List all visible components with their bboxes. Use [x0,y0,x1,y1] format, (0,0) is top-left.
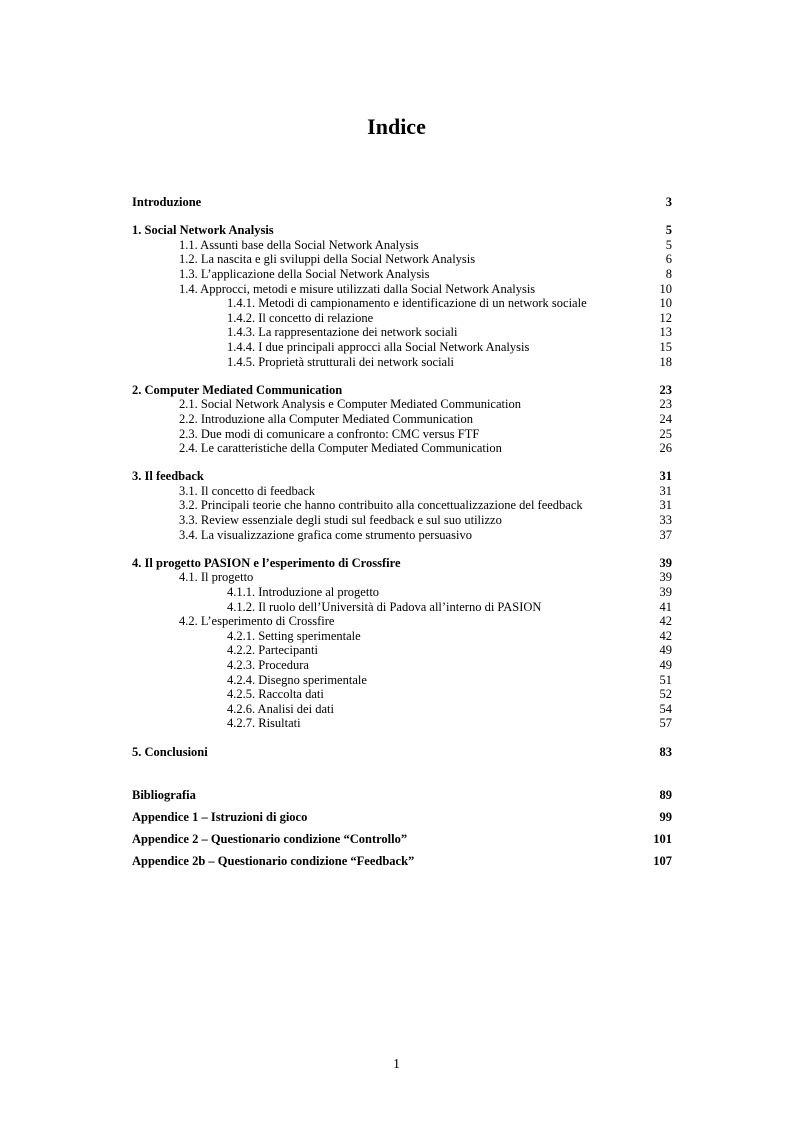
toc-entry-text: 1.4.5. Proprietà strutturali dei network sociali [227,354,455,369]
toc-entry-page: 6 [665,252,672,267]
toc-entry-text: 3. Il feedback [132,469,204,484]
page-title: Indice [367,114,426,139]
toc-entry-page: 33 [659,513,672,528]
toc-entry-page: 107 [653,854,672,869]
toc-entry-text: 4.2. L’esperimento di Crossfire [179,614,335,629]
toc-entry [132,412,672,427]
toc-entry [132,311,672,326]
toc-entry-page: 42 [659,628,672,643]
toc-entry [132,282,672,297]
toc-entry-page: 10 [659,281,672,296]
toc-entry [132,528,672,543]
toc-entry-text: 4.2.1. Setting sperimentale [227,628,361,643]
toc-entry-text: 4. Il progetto PASION e l’esperimento di Crossfire [132,555,401,570]
toc-entry-text: 1. Social Network Analysis [132,223,274,238]
toc-entry [132,702,672,717]
toc-entry [132,513,672,528]
toc-entry [132,556,672,571]
toc-entry-text: 3.2. Principali teorie che hanno contribuito alla concettualizzazione del feedback [179,498,583,513]
toc-entry [132,441,672,456]
toc-entry-text: 4.2.5. Raccolta dati [227,687,324,702]
toc-entry-page: 31 [659,498,672,513]
toc-entry [132,788,672,803]
toc-entry-text: 2.3. Due modi di comunicare a confronto: CMC versus FTF [179,426,480,441]
toc-entry-page: 57 [659,716,672,731]
toc-entry [132,810,672,825]
toc-entry-text: 1.4.3. La rappresentazione dei network sociali [227,325,458,340]
toc-entry-page: 5 [665,223,672,238]
toc-entry [132,238,672,253]
toc-entry-text: 1.2. La nascita e gli sviluppi della Social Network Analysis [179,252,476,267]
toc-entry-text: 3.4. La visualizzazione grafica come strumento persuasivo [179,527,472,542]
toc-entry-page: 15 [659,339,672,354]
page-number: 1 [393,1057,400,1072]
toc-entry-text: Appendice 2b – Questionario condizione “Feedback” [132,854,415,869]
toc-entry [132,325,672,340]
toc-entry-text: 2. Computer Mediated Communication [132,382,343,397]
toc-entry-page: 37 [659,527,672,542]
toc-entry-text: 4.2.2. Partecipanti [227,643,318,658]
toc-entry [132,296,672,311]
toc-entry [132,469,672,484]
toc-entry [132,427,672,442]
toc-entry [132,355,672,370]
toc-entry [132,397,672,412]
toc-entry-text: 4.1.2. Il ruolo dell’Università di Padova all’interno di PASION [227,599,542,614]
toc-entry-text: 2.2. Introduzione alla Computer Mediated Communication [179,411,474,426]
toc-entry-page: 24 [659,411,672,426]
toc-entry-page: 13 [659,325,672,340]
toc-entry-text: 4.2.6. Analisi dei dati [227,701,334,716]
toc-entry-page: 83 [659,744,672,759]
toc-entry-page: 39 [659,585,672,600]
toc-entry-page: 8 [665,266,672,281]
toc-entry-text: 4.1.1. Introduzione al progetto [227,585,380,600]
toc-entry-page: 26 [659,441,672,456]
toc-entry-text: 4.2.4. Disegno sperimentale [227,672,367,687]
toc-entry-text: 3.1. Il concetto di feedback [179,483,316,498]
toc-entry-text: 1.4.1. Metodi di campionamento e identificazione di un network sociale [227,296,587,311]
toc-entry-page: 89 [659,787,672,802]
toc-entry [132,629,672,644]
toc-entry [132,340,672,355]
toc-entry-page: 39 [659,555,672,570]
toc-entry-page: 39 [659,570,672,585]
toc-entry-page: 49 [659,643,672,658]
toc-entry-text: Appendice 2 – Questionario condizione “Controllo” [132,832,408,847]
toc-entry-text: 4.1. Il progetto [179,570,254,585]
toc-entry [132,223,672,238]
toc-entry-page: 49 [659,658,672,672]
toc-entry [132,614,672,629]
toc-entry [132,716,672,731]
toc-entry-text: 3.3. Review essenziale degli studi sul feedback e sul suo utilizzo [179,513,502,528]
toc-entry-text: 1.4.2. Il concetto di relazione [227,310,374,325]
toc-entry [132,854,672,869]
toc-entry-page: 51 [659,672,672,687]
toc-entry-text: 2.4. Le caratteristiche della Computer Mediated Communication [179,441,502,456]
toc-entry [132,673,672,688]
toc-entry-text: 4.2.3. Procedura [227,658,309,672]
toc-entry-text: 5. Conclusioni [132,744,208,759]
toc-entry-page: 25 [659,426,672,441]
toc-entry [132,267,672,282]
toc-entry [132,745,672,760]
toc-entry-page: 31 [659,469,672,484]
toc-entry [132,585,672,600]
toc-entry-page: 23 [659,382,672,397]
toc-entry-text: 4.2.7. Risultati [227,716,301,731]
toc-entry [132,195,672,210]
toc-entry [132,484,672,499]
toc-entry [132,643,672,658]
toc-entry-text: Introduzione [132,195,202,209]
toc-entry-page: 18 [659,354,672,369]
toc-entry-page: 42 [659,614,672,629]
toc-entry [132,252,672,267]
toc-entry [132,600,672,615]
toc-entry [132,658,672,673]
toc-entry-page: 99 [659,809,672,824]
toc-entry-page: 101 [653,832,672,847]
toc-entry [132,383,672,398]
toc-entry-page: 52 [659,687,672,702]
toc-entry-page: 31 [659,483,672,498]
toc-entry-page: 12 [659,310,672,325]
toc-entry-page: 5 [665,237,672,252]
toc-entry-page: 10 [659,296,672,311]
toc-entry-page: 3 [665,195,672,209]
toc-entry [132,832,672,847]
toc-entry-text: Appendice 1 – Istruzioni di gioco [132,809,308,824]
toc-entry-text: 1.1. Assunti base della Social Network Analysis [179,237,419,252]
toc-entry-text: 1.3. L’applicazione della Social Network Analysis [179,266,430,281]
toc-entry-page: 41 [659,599,672,614]
toc-entry [132,687,672,702]
toc-entry [132,498,672,513]
toc-entry-text: 1.4.4. I due principali approcci alla Social Network Analysis [227,339,530,354]
toc-entry-text: 2.1. Social Network Analysis e Computer Mediated Communication [179,397,521,412]
toc-entry-page: 54 [659,701,672,716]
toc-entry [132,570,672,585]
table-of-contents [132,195,672,869]
toc-entry-text: 1.4. Approcci, metodi e misure utilizzati dalla Social Network Analysis [179,281,536,296]
toc-entry-page: 23 [659,397,672,412]
toc-entry-text: Bibliografia [132,787,196,802]
